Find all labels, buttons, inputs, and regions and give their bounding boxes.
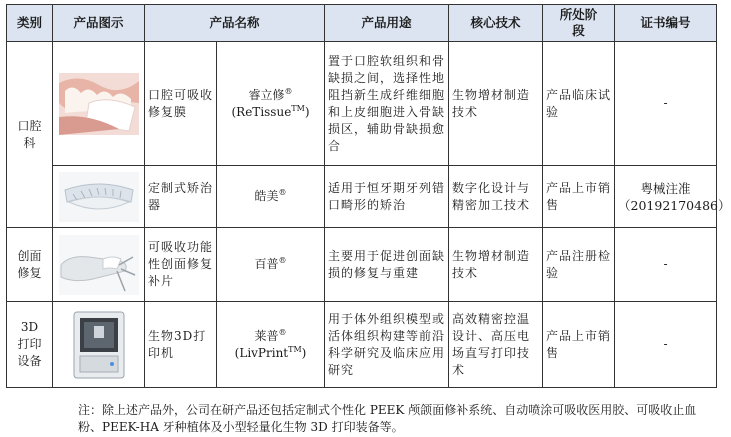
category-cell: 口腔科 — [7, 42, 53, 228]
header-name: 产品名称 — [145, 5, 325, 42]
cert-cell: - — [615, 228, 717, 302]
table-row — [7, 228, 717, 302]
product-image-cell — [53, 228, 145, 302]
gum-membrane-image — [59, 73, 139, 135]
footnote: 注：除上述产品外，公司在研产品还包括定制式个性化 PEEK 颅颌面修补系统、自动喷涂可吸收医用胶、可吸收止血粉、PEEK-HA 牙种植体及小型轻量化生物 3D 打印装备等。 — [78, 403, 697, 434]
use-cell: 置于口腔软组织和骨缺损之间，选择性地阻挡新生成纤维细胞和上皮细胞进入骨缺损区，辅助骨缺损愈合 — [325, 42, 449, 166]
header-use: 产品用途 — [325, 5, 449, 42]
tech-cell: 生物增材制造技术 — [449, 228, 543, 302]
header-row — [7, 5, 717, 42]
category-cell: 3D打印设备 — [7, 302, 53, 388]
aligner-image — [59, 172, 139, 222]
brand-cell: 皓美® — [217, 166, 325, 228]
tech-cell: 高效精密控温设计、高压电场直写打印技术 — [449, 302, 543, 388]
brand-cell: 莱普® (LivPrint™) — [217, 302, 325, 388]
header-cert: 证书编号 — [615, 5, 717, 42]
product-name-cell: 生物3D打印机 — [145, 302, 217, 388]
cert-cell: - — [615, 302, 717, 388]
cert-cell: - — [615, 42, 717, 166]
tech-cell: 生物增材制造技术 — [449, 42, 543, 166]
header-category: 类别 — [7, 5, 53, 42]
product-table — [6, 4, 731, 388]
cert-cell: 粤械注准（20192170486） — [615, 166, 717, 228]
stage-cell: 产品上市销售 — [543, 302, 615, 388]
product-name-cell: 口腔可吸收修复膜 — [145, 42, 217, 166]
use-cell: 适用于恒牙期牙列错口畸形的矫治 — [325, 166, 449, 228]
tech-cell: 数字化设计与精密加工技术 — [449, 166, 543, 228]
stage-cell: 产品临床试验 — [543, 42, 615, 166]
product-image-cell — [53, 42, 145, 166]
brand-cell: 睿立修® (ReTissue™) — [217, 42, 325, 166]
bioprinter-image — [64, 308, 134, 382]
product-image-cell — [53, 166, 145, 228]
stage-cell: 产品注册检验 — [543, 228, 615, 302]
table-row — [7, 166, 717, 228]
header-tech: 核心技术 — [449, 5, 543, 42]
use-cell: 用于体外组织模型或活体组织构建等前沿科学研究及临床应用研究 — [325, 302, 449, 388]
table-row — [7, 42, 717, 166]
stage-cell: 产品上市销售 — [543, 166, 615, 228]
wound-patch-image — [59, 235, 139, 295]
use-cell: 主要用于促进创面缺损的修复与重建 — [325, 228, 449, 302]
table-row — [7, 302, 717, 388]
header-stage: 所处阶段 — [543, 5, 615, 42]
header-image: 产品图示 — [53, 5, 145, 42]
category-cell: 创面修复 — [7, 228, 53, 302]
product-image-cell — [53, 302, 145, 388]
product-name-cell: 定制式矫治器 — [145, 166, 217, 228]
brand-cell: 百普® — [217, 228, 325, 302]
product-name-cell: 可吸收功能性创面修复补片 — [145, 228, 217, 302]
